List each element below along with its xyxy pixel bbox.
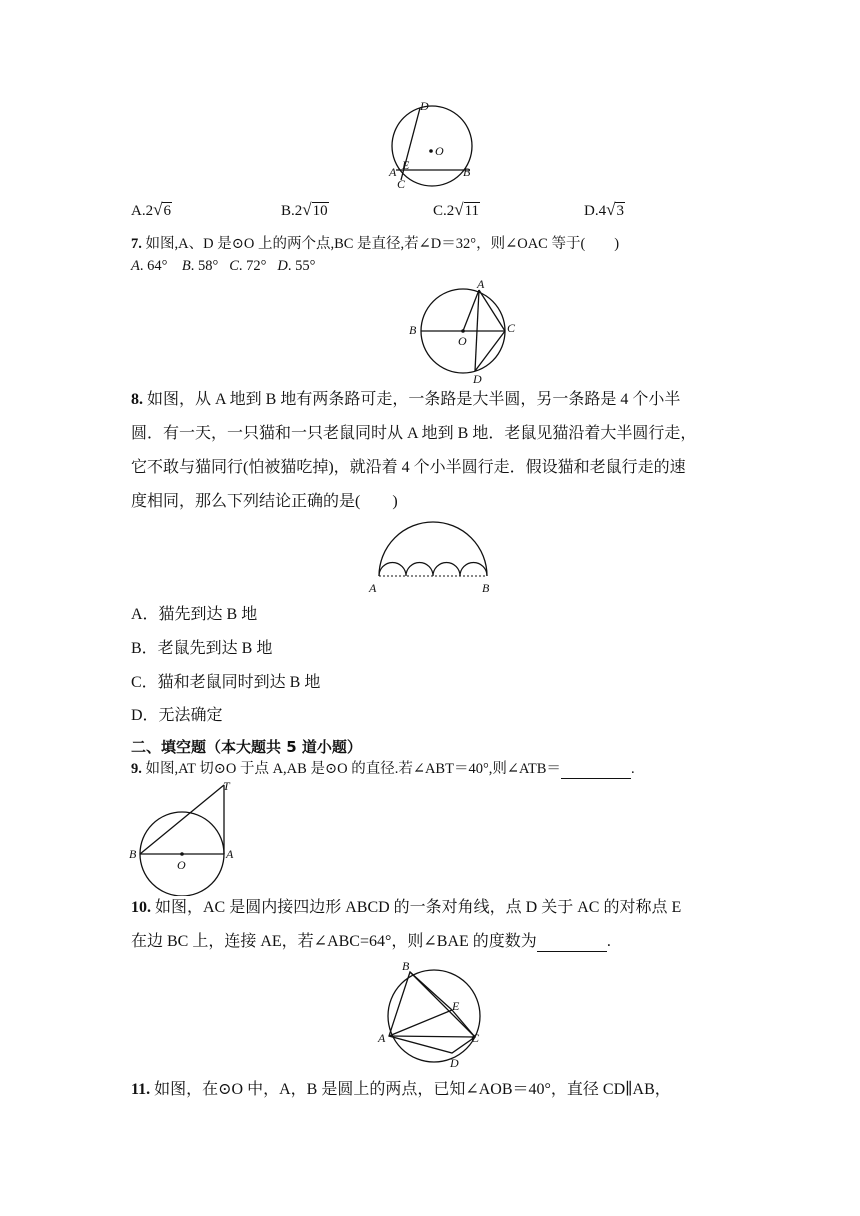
q8-line-3: 它不敢与猫同行(怕被猫吃掉)，就沿着 4 个小半圆行走．假设猫和老鼠行走的速 — [131, 459, 686, 476]
q11-stem: 11. 如图，在⊙O 中，A，B 是圆上的两点，已知∠AOB＝40°，直径 CD∥AB， — [131, 1081, 671, 1098]
q10-label-e: E — [452, 999, 460, 1013]
q7-label-b: B — [409, 323, 417, 337]
q10-line-2: 在边 BC 上，连接 AE，若∠ABC=64°，则∠BAE 的度数为 . — [131, 933, 611, 950]
q9-label-a: A — [226, 847, 234, 861]
q10-label-b: B — [402, 959, 410, 973]
q6-option-a: A.2√6 — [131, 200, 171, 219]
q8-line-4: 度相同，那么下列结论正确的是( ) — [131, 493, 398, 510]
q10-label-d: D — [450, 1056, 459, 1070]
q7-figure — [405, 276, 525, 388]
q10-line-1: 10. 如图，AC 是圆内接四边形 ABCD 的一条对角线，点 D 关于 AC 的对称点 E — [131, 899, 682, 916]
q6-figure — [380, 100, 490, 195]
q7-stem: 7. 如图,A、D 是⊙O 上的两个点,BC 是直径,若∠D＝32°，则∠OAC 等于( ) — [131, 236, 620, 252]
q8-figure — [365, 520, 500, 600]
q6-label-d: D — [420, 100, 429, 113]
section-title: 二、填空题（本大题共 5 道小题） — [131, 738, 362, 756]
sqrt-symbol: √ — [302, 200, 312, 219]
q10-figure — [372, 958, 492, 1073]
q6-label-e: E — [402, 158, 410, 172]
q7-label-c: C — [507, 321, 516, 335]
q8-label-a: A — [369, 581, 377, 595]
q8-line-2: 圆．有一天，一只猫和一只老鼠同时从 A 地到 B 地．老鼠见猫沿着大半圆行走， — [131, 425, 697, 442]
q8-line-1: 8. 如图，从 A 地到 B 地有两条路可走，一条路是大半圆，另一条路是 4 个小半 — [131, 391, 681, 408]
sqrt-symbol: √ — [153, 200, 163, 219]
q7-label-d: D — [473, 372, 482, 386]
q9-answer-blank[interactable] — [561, 762, 631, 779]
q8-option-b: B．老鼠先到达 B 地 — [131, 640, 273, 657]
q6-label-a: A — [389, 165, 397, 179]
q8-option-c: C．猫和老鼠同时到达 B 地 — [131, 674, 321, 691]
q7-label-o: O — [458, 334, 467, 348]
q10-label-c: C — [471, 1031, 480, 1045]
q9-label-o: O — [177, 858, 186, 872]
q6-option-c: C.2√11 — [433, 200, 480, 219]
q6-option-b: B.2√10 — [281, 200, 328, 219]
sqrt-symbol: √ — [454, 200, 464, 219]
q8-option-a: A．猫先到达 B 地 — [131, 606, 258, 623]
q9-label-b: B — [129, 847, 137, 861]
q6-option-d: D.4√3 — [584, 200, 624, 219]
q6-label-c: C — [397, 177, 406, 191]
q9-label-t: T — [223, 779, 230, 793]
q8-label-b: B — [482, 581, 490, 595]
q10-label-a: A — [378, 1031, 386, 1045]
q10-answer-blank[interactable] — [537, 935, 607, 952]
q9-figure — [125, 778, 245, 896]
q7-label-a: A — [477, 277, 485, 291]
q8-option-d: D．无法确定 — [131, 707, 223, 724]
q6-label-o: O — [435, 144, 444, 158]
q9-stem: 9. 如图,AT 切⊙O 于点 A,AB 是⊙O 的直径.若∠ABT＝40°,则∠ATB＝ . — [131, 761, 635, 777]
q7-options: A. 64° B. 58° C. 72° D. 55° — [131, 258, 316, 274]
sqrt-symbol: √ — [606, 200, 616, 219]
q6-label-b: B — [463, 165, 471, 179]
